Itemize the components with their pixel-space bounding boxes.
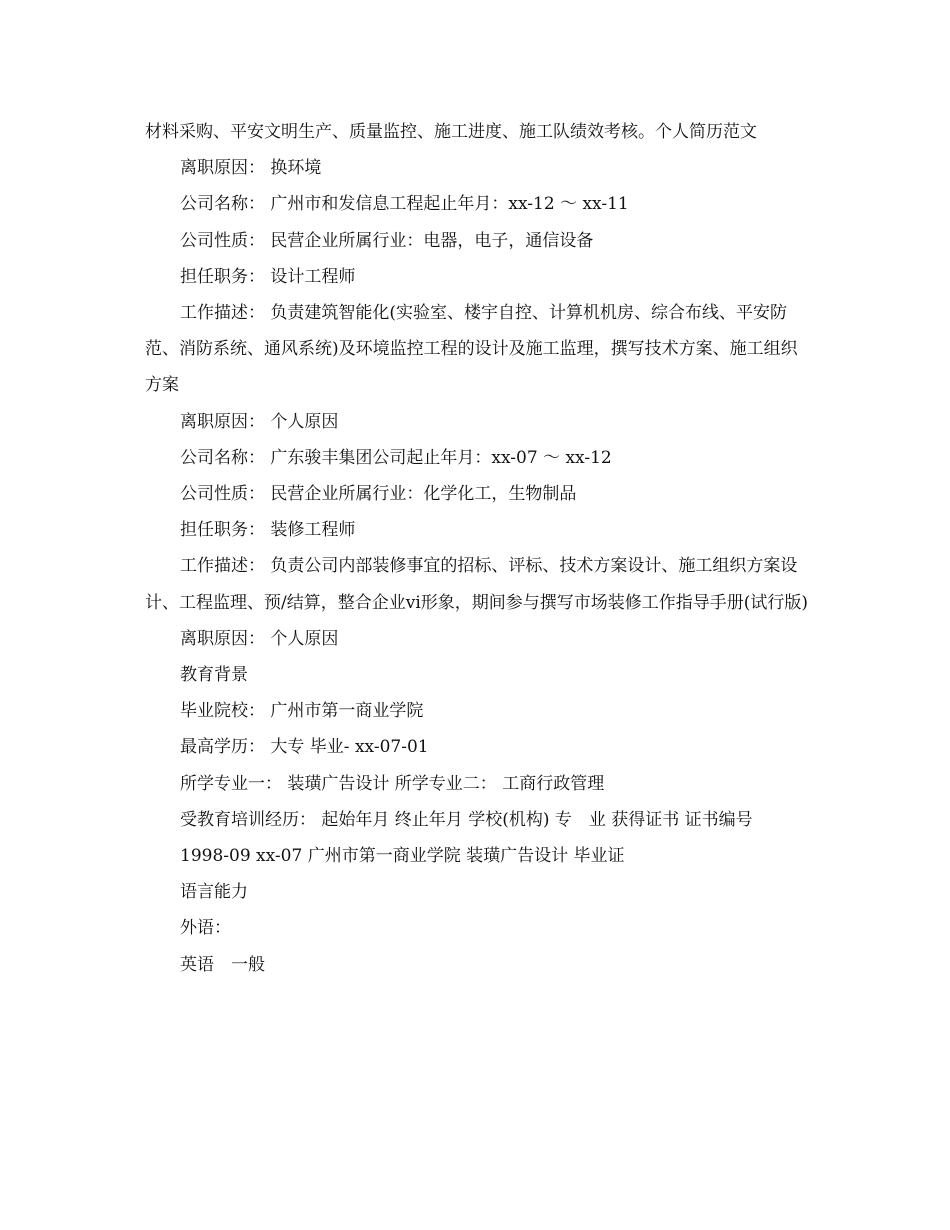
paragraph-leave-reason-1: 离职原因： 换环境 (180, 158, 322, 179)
resume-body (145, 114, 810, 983)
paragraph-job-description-2: 工作描述： 负责公司内部装修事宜的招标、评标、技术方案设计、施工组织方案设计、工程监理、预/结算，整合企业vi形象，期间参与撰写市场装修工作指导手册(试行版) (145, 556, 809, 613)
paragraph-company-type-1: 公司性质： 民营企业所属行业：电器，电子，通信设备 (180, 230, 594, 251)
paragraph-work-duties: 材料采购、平安文明生产、质量监控、施工进度、施工队绩效考核。个人简历范文 (145, 122, 757, 142)
paragraph-majors: 所学专业一： 装璜广告设计 所学专业二： 工商行政管理 (180, 773, 605, 794)
paragraph-training-entry: 1998-09 xx-07 广州市第一商业学院 装璜广告设计 毕业证 (180, 846, 625, 867)
paragraph-training-header: 受教育培训经历： 起始年月 终止年月 学校(机构) 专 业 获得证书 证书编号 (180, 809, 753, 830)
paragraph-leave-reason-3: 离职原因： 个人原因 (180, 628, 339, 649)
paragraph-position-2: 担任职务： 装修工程师 (180, 520, 356, 541)
paragraph-english-level: 英语 一般 (180, 954, 265, 975)
paragraph-position-1: 担任职务： 设计工程师 (180, 266, 356, 287)
paragraph-leave-reason-2: 离职原因： 个人原因 (180, 411, 339, 432)
paragraph-job-description-1: 工作描述： 负责建筑智能化(实验室、楼宇自控、计算机机房、综合布线、平安防范、消防系统、通风系统)及环境监控工程的设计及施工监理，撰写技术方案、施工组织方案 (145, 303, 798, 396)
paragraph-company-type-2: 公司性质： 民营企业所属行业：化学化工，生物制品 (180, 484, 577, 505)
section-heading-education: 教育背景 (180, 665, 248, 686)
paragraph-company-name-1: 公司名称： 广州市和发信息工程起止年月：xx-12 ～ xx-11 (180, 194, 629, 215)
paragraph-school: 毕业院校： 广州市第一商业学院 (180, 701, 424, 722)
paragraph-company-name-2: 公司名称： 广东骏丰集团公司起止年月：xx-07 ～ xx-12 (180, 447, 612, 468)
paragraph-foreign-language-label: 外语： (180, 918, 231, 939)
paragraph-highest-degree: 最高学历： 大专 毕业- xx-07-01 (180, 737, 429, 758)
section-heading-language: 语言能力 (180, 882, 248, 903)
